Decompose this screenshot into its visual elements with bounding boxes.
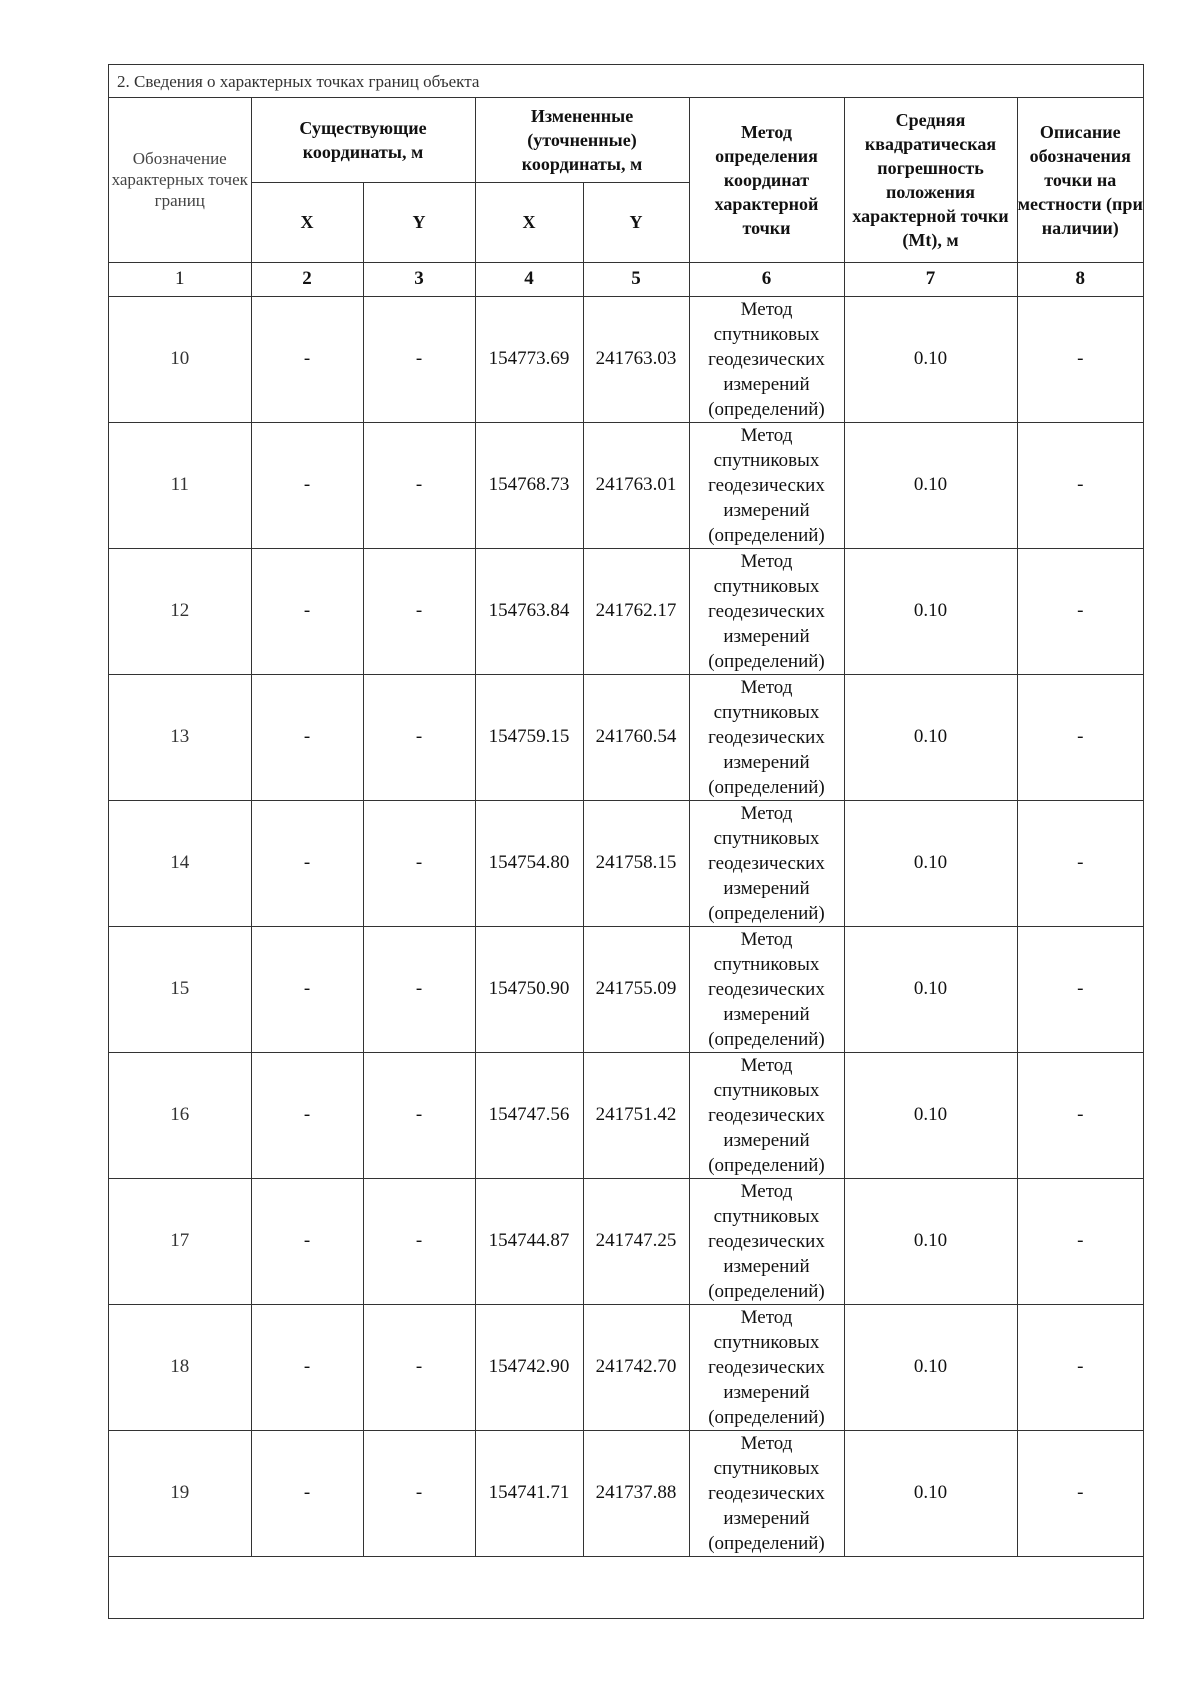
changed-y: 241742.70 [583, 1304, 689, 1430]
table-row [109, 296, 1143, 422]
header-mean-error: Средняя квадратическая погрешность положения характерной точки (Mt), м [844, 98, 1017, 262]
empty-footer-area [109, 1557, 1143, 1624]
point-designation: 14 [109, 800, 251, 926]
existing-y: - [363, 548, 475, 674]
existing-y: - [363, 422, 475, 548]
changed-y: 241762.17 [583, 548, 689, 674]
point-description: - [1017, 1178, 1143, 1304]
existing-x: - [251, 422, 363, 548]
header-point-designation: Обозначение характерных точек границ [109, 98, 251, 262]
mean-error: 0.10 [844, 926, 1017, 1052]
column-number: 6 [689, 262, 844, 296]
changed-y: 241760.54 [583, 674, 689, 800]
table-row [109, 1430, 1143, 1556]
column-number: 3 [363, 262, 475, 296]
table-row [109, 422, 1143, 548]
table-row [109, 548, 1143, 674]
point-designation: 12 [109, 548, 251, 674]
point-description: - [1017, 422, 1143, 548]
existing-y: - [363, 1178, 475, 1304]
column-number: 5 [583, 262, 689, 296]
document-sheet [108, 64, 1144, 1619]
method-cell: Метод спутниковых геодезических измерений (определений) [689, 926, 844, 1052]
mean-error: 0.10 [844, 674, 1017, 800]
changed-x: 154763.84 [475, 548, 583, 674]
section-title: 2. Сведения о характерных точках границ объекта [109, 65, 1143, 98]
existing-x: - [251, 674, 363, 800]
changed-x: 154750.90 [475, 926, 583, 1052]
mean-error: 0.10 [844, 422, 1017, 548]
point-designation: 15 [109, 926, 251, 1052]
mean-error: 0.10 [844, 548, 1017, 674]
column-number: 8 [1017, 262, 1143, 296]
changed-x: 154747.56 [475, 1052, 583, 1178]
existing-y: - [363, 1052, 475, 1178]
table-row [109, 1178, 1143, 1304]
point-description: - [1017, 296, 1143, 422]
header-changed-y: Y [583, 182, 689, 262]
table-row [109, 1052, 1143, 1178]
existing-x: - [251, 800, 363, 926]
existing-y: - [363, 1430, 475, 1556]
method-cell: Метод спутниковых геодезических измерений (определений) [689, 674, 844, 800]
existing-x: - [251, 1304, 363, 1430]
point-description: - [1017, 926, 1143, 1052]
method-cell: Метод спутниковых геодезических измерений (определений) [689, 548, 844, 674]
existing-y: - [363, 296, 475, 422]
column-number: 4 [475, 262, 583, 296]
point-designation: 19 [109, 1430, 251, 1556]
method-cell: Метод спутниковых геодезических измерений (определений) [689, 1178, 844, 1304]
table-row [109, 1304, 1143, 1430]
column-numbers-row [109, 262, 1143, 296]
changed-x: 154754.80 [475, 800, 583, 926]
table-row [109, 674, 1143, 800]
existing-x: - [251, 548, 363, 674]
point-description: - [1017, 1304, 1143, 1430]
existing-x: - [251, 926, 363, 1052]
table-body [109, 262, 1143, 1556]
changed-x: 154741.71 [475, 1430, 583, 1556]
mean-error: 0.10 [844, 1304, 1017, 1430]
changed-x: 154742.90 [475, 1304, 583, 1430]
point-description: - [1017, 1430, 1143, 1556]
changed-x: 154768.73 [475, 422, 583, 548]
changed-y: 241763.01 [583, 422, 689, 548]
changed-x: 154773.69 [475, 296, 583, 422]
header-existing-y: Y [363, 182, 475, 262]
column-number: 1 [109, 262, 251, 296]
point-designation: 17 [109, 1178, 251, 1304]
header-existing-coords: Существующие координаты, м [251, 98, 475, 182]
existing-x: - [251, 1052, 363, 1178]
changed-y: 241751.42 [583, 1052, 689, 1178]
header-changed-coords: Измененные (уточненные) координаты, м [475, 98, 689, 182]
table-row [109, 800, 1143, 926]
table-row [109, 926, 1143, 1052]
existing-x: - [251, 1430, 363, 1556]
header-description: Описание обозначения точки на местности (при наличии) [1017, 98, 1143, 262]
mean-error: 0.10 [844, 1178, 1017, 1304]
changed-y: 241763.03 [583, 296, 689, 422]
mean-error: 0.10 [844, 1052, 1017, 1178]
changed-y: 241758.15 [583, 800, 689, 926]
mean-error: 0.10 [844, 1430, 1017, 1556]
point-designation: 13 [109, 674, 251, 800]
point-description: - [1017, 548, 1143, 674]
point-designation: 18 [109, 1304, 251, 1430]
existing-x: - [251, 296, 363, 422]
column-number: 2 [251, 262, 363, 296]
method-cell: Метод спутниковых геодезических измерений (определений) [689, 1052, 844, 1178]
point-designation: 16 [109, 1052, 251, 1178]
changed-y: 241737.88 [583, 1430, 689, 1556]
header-existing-x: X [251, 182, 363, 262]
point-designation: 10 [109, 296, 251, 422]
point-designation: 11 [109, 422, 251, 548]
mean-error: 0.10 [844, 296, 1017, 422]
point-description: - [1017, 1052, 1143, 1178]
method-cell: Метод спутниковых геодезических измерений (определений) [689, 1304, 844, 1430]
changed-x: 154744.87 [475, 1178, 583, 1304]
method-cell: Метод спутниковых геодезических измерений (определений) [689, 1430, 844, 1556]
existing-y: - [363, 800, 475, 926]
existing-y: - [363, 926, 475, 1052]
method-cell: Метод спутниковых геодезических измерений (определений) [689, 422, 844, 548]
changed-y: 241755.09 [583, 926, 689, 1052]
header-method: Метод определения координат характерной точки [689, 98, 844, 262]
existing-y: - [363, 674, 475, 800]
changed-x: 154759.15 [475, 674, 583, 800]
point-description: - [1017, 800, 1143, 926]
changed-y: 241747.25 [583, 1178, 689, 1304]
existing-y: - [363, 1304, 475, 1430]
existing-x: - [251, 1178, 363, 1304]
column-number: 7 [844, 262, 1017, 296]
point-description: - [1017, 674, 1143, 800]
header-changed-x: X [475, 182, 583, 262]
mean-error: 0.10 [844, 800, 1017, 926]
method-cell: Метод спутниковых геодезических измерений (определений) [689, 296, 844, 422]
method-cell: Метод спутниковых геодезических измерений (определений) [689, 800, 844, 926]
boundary-points-table [109, 98, 1143, 1557]
